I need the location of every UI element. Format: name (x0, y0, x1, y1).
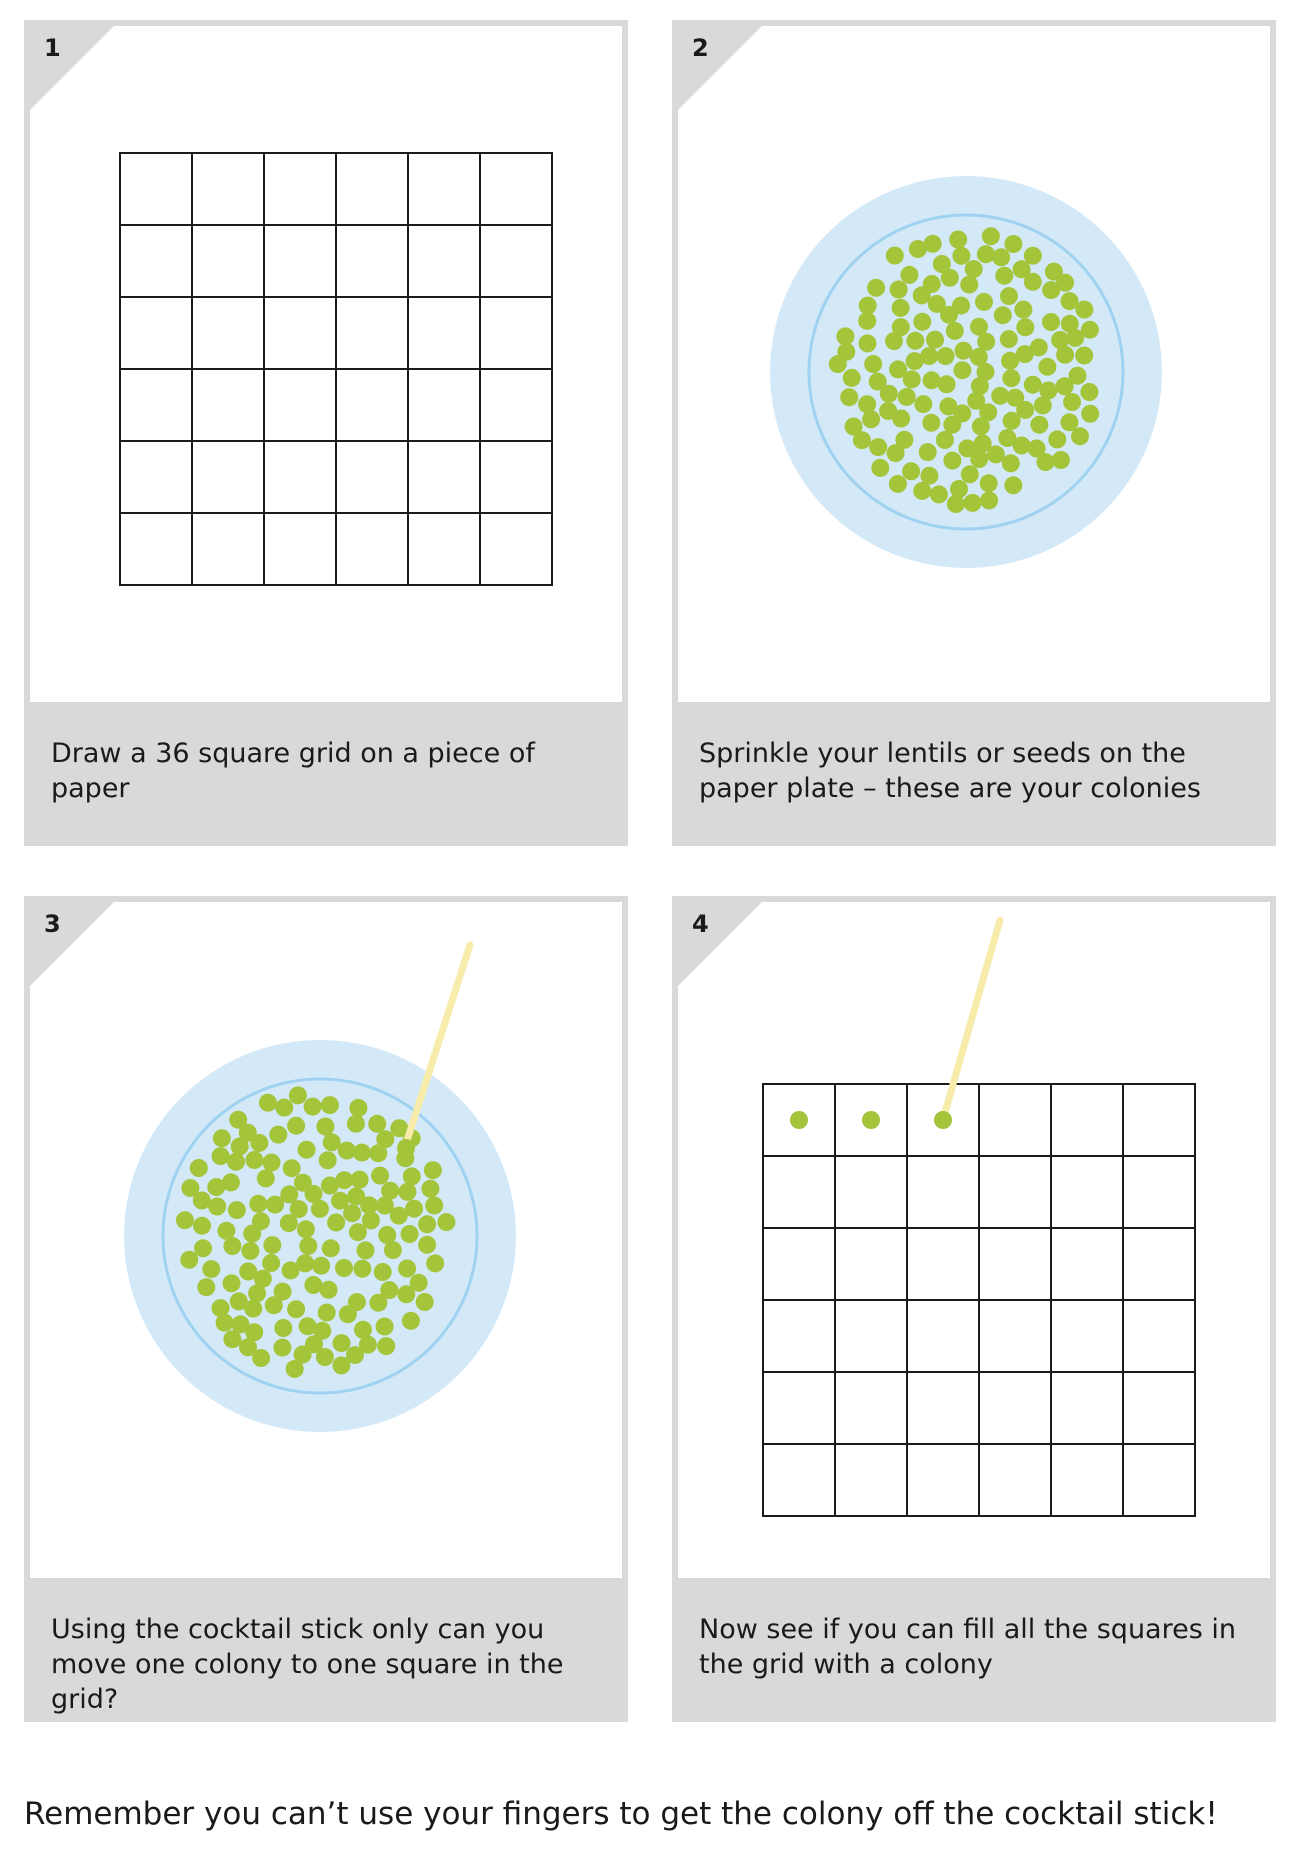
grid-square (979, 1228, 1051, 1300)
lentil-icon (914, 395, 932, 413)
lentil-icon (374, 1263, 392, 1281)
lentil-icon (1071, 427, 1089, 445)
lentil-icon (313, 1322, 331, 1340)
lentil-icon (249, 1195, 267, 1213)
grid-square (979, 1156, 1051, 1228)
grid-square (120, 153, 192, 225)
lentil-icon (376, 1130, 394, 1148)
lentil-icon (299, 1237, 317, 1255)
lentil-icon (879, 402, 897, 420)
grid-square (835, 1156, 907, 1228)
lentil-icon (424, 1161, 442, 1179)
grid-square (192, 441, 264, 513)
lentil-icon (946, 322, 964, 340)
grid-square (120, 225, 192, 297)
lentil-icon (940, 306, 958, 324)
lentil-icon (321, 1096, 339, 1114)
lentil-icon (353, 1260, 371, 1278)
lentil-icon (961, 465, 979, 483)
step-3-panel (24, 896, 628, 1722)
step-caption: Using the cocktail stick only can you move one colony to one square in the grid? (30, 1578, 622, 1716)
lentil-icon (339, 1305, 357, 1323)
lentil-icon (1051, 331, 1069, 349)
lentil-icon (1075, 347, 1093, 365)
lentil-icon (257, 1169, 275, 1187)
lentil-icon (316, 1118, 334, 1136)
lentil-icon (227, 1153, 245, 1171)
step-caption: Sprinkle your lentils or seeds on the paper plate – these are your colonies (678, 702, 1270, 840)
lentil-icon (937, 347, 955, 365)
lentil-icon (418, 1215, 436, 1233)
lentil-icon (971, 377, 989, 395)
lentil-icon (892, 318, 910, 336)
grid-square (1051, 1228, 1123, 1300)
lentil-icon (371, 1167, 389, 1185)
grid-square (835, 1444, 907, 1516)
lentil-icon (1080, 383, 1098, 401)
lentil-icon (376, 1197, 394, 1215)
lentil-icon (351, 1171, 369, 1189)
lentil-icon (368, 1115, 386, 1133)
grid-square (120, 513, 192, 585)
grid-square (1051, 1300, 1123, 1372)
lentil-icon (212, 1147, 230, 1165)
grid-square (480, 297, 552, 369)
grid-square (1123, 1084, 1195, 1156)
lentil-icon (312, 1257, 330, 1275)
lentil-icon (349, 1099, 367, 1117)
lentil-icon (902, 462, 920, 480)
lentil-icon (335, 1171, 353, 1189)
grid-square (979, 1084, 1051, 1156)
grid-square (979, 1444, 1051, 1516)
grid-square (264, 513, 336, 585)
lentil-icon (922, 414, 940, 432)
cocktail-stick-icon (944, 920, 1000, 1116)
grid-square (408, 369, 480, 441)
grid-square (336, 441, 408, 513)
lentil-icon (263, 1236, 281, 1254)
lentil-icon (1042, 281, 1060, 299)
lentil-icon (243, 1225, 261, 1243)
lentil-icon (980, 491, 998, 509)
lentil-icon (208, 1198, 226, 1216)
grid-square (1051, 1444, 1123, 1516)
grid-square (336, 513, 408, 585)
lentil-icon (176, 1211, 194, 1229)
grid-square (120, 441, 192, 513)
lentil-icon (359, 1336, 377, 1354)
lentil-icon (343, 1204, 361, 1222)
lentil-icon (889, 475, 907, 493)
lentil-icon (1037, 453, 1055, 471)
grid-square (480, 153, 552, 225)
lentil-icon (923, 371, 941, 389)
lentil-icon (926, 331, 944, 349)
lentil-icon (980, 474, 998, 492)
lentil-icon (836, 327, 854, 345)
lentil-icon (936, 431, 954, 449)
lentil-icon (402, 1312, 420, 1330)
grid-square (907, 1372, 979, 1444)
lentil-icon (193, 1217, 211, 1235)
lentil-icon (418, 1236, 436, 1254)
lentil-icon (425, 1197, 443, 1215)
lentil-icon (992, 248, 1010, 266)
grid-square (907, 1300, 979, 1372)
lentil-icon (347, 1115, 365, 1133)
lentil-icon (280, 1185, 298, 1203)
step-number: 3 (44, 910, 61, 938)
lentil-icon (254, 1270, 272, 1288)
grid-square (192, 297, 264, 369)
lentil-icon (231, 1137, 249, 1155)
lentil-icon (202, 1260, 220, 1278)
lentil-icon (194, 1239, 212, 1257)
grid-square (979, 1300, 1051, 1372)
lentil-icon (263, 1154, 281, 1172)
lentil-icon (952, 247, 970, 265)
lentil-icon (320, 1281, 338, 1299)
lentil-icon (953, 361, 971, 379)
lentil-icon (1002, 369, 1020, 387)
grid-square (1051, 1156, 1123, 1228)
lentil-icon (398, 1260, 416, 1278)
lentil-icon (1030, 416, 1048, 434)
lentil-icon (401, 1225, 419, 1243)
step-number: 4 (692, 910, 709, 938)
lentil-icon (212, 1299, 230, 1317)
lentil-icon (274, 1319, 292, 1337)
lentil-icon (377, 1337, 395, 1355)
lentil-icon (244, 1300, 262, 1318)
lentil-icon (867, 279, 885, 297)
lentil-icon (335, 1259, 353, 1277)
lentil-icon (1061, 315, 1079, 333)
lentil-icon (903, 370, 921, 388)
lentil-icon (1052, 451, 1070, 469)
lentil-icon (298, 1141, 316, 1159)
lentil-icon (223, 1274, 241, 1292)
lentil-icon (262, 1254, 280, 1272)
grid-square (192, 513, 264, 585)
lentil-icon (398, 1183, 416, 1201)
lentil-icon (1016, 345, 1034, 363)
lentil-icon (384, 1241, 402, 1259)
grid-square (1123, 1372, 1195, 1444)
grid-square (907, 1228, 979, 1300)
lentil-icon (958, 439, 976, 457)
lentil-icon (790, 1111, 808, 1129)
grid-square (120, 297, 192, 369)
lentil-icon (869, 373, 887, 391)
lentil-icon (900, 266, 918, 284)
lentil-icon (906, 332, 924, 350)
lentil-icon (991, 387, 1009, 405)
lentil-icon (416, 1293, 434, 1311)
lentil-icon (1013, 437, 1031, 455)
grid-square (763, 1228, 835, 1300)
grid-square (1123, 1156, 1195, 1228)
grid-square (408, 153, 480, 225)
grid-square (907, 1156, 979, 1228)
grid-square (763, 1372, 835, 1444)
grid-square (480, 441, 552, 513)
step-caption: Now see if you can fill all the squares in the grid with a colony (678, 1578, 1270, 1716)
lentil-icon (269, 1126, 287, 1144)
lentil-icon (862, 1111, 880, 1129)
lentil-icon (228, 1201, 246, 1219)
lentil-icon (964, 494, 982, 512)
lentil-icon (213, 1129, 231, 1147)
grid-square (1051, 1084, 1123, 1156)
grid-square (408, 513, 480, 585)
plate-icon (124, 1040, 516, 1432)
lentil-on-stick (934, 1111, 952, 1129)
lentil-icon (316, 1348, 334, 1366)
lentil-icon (223, 1237, 241, 1255)
grid-square (120, 369, 192, 441)
lentil-icon (1081, 405, 1099, 423)
lentil-icon (1000, 330, 1018, 348)
lentil-icon (843, 369, 861, 387)
lentil-icon (426, 1254, 444, 1272)
grid-square (763, 1444, 835, 1516)
lentil-icon (864, 355, 882, 373)
grid-square (408, 297, 480, 369)
lentil-icon (259, 1094, 277, 1112)
lentil-icon (318, 1304, 336, 1322)
grid-square (336, 369, 408, 441)
lentil-icon (197, 1278, 215, 1296)
lentil-icon (333, 1334, 351, 1352)
lentil-icon (892, 299, 910, 317)
grid-square (264, 297, 336, 369)
step-2-panel (672, 20, 1276, 846)
lentil-icon (397, 1285, 415, 1303)
lentil-icon (845, 418, 863, 436)
lentil-icon (405, 1200, 423, 1218)
lentil-icon (357, 1241, 375, 1259)
lentil-icon (965, 260, 983, 278)
lentil-icon (282, 1261, 300, 1279)
grid-square (1123, 1444, 1195, 1516)
plate-illustration (678, 26, 1270, 708)
lentil-icon (994, 306, 1012, 324)
lentil-icon (919, 443, 937, 461)
lentil-icon (1045, 263, 1063, 281)
lentil-icon (403, 1167, 421, 1185)
grid-square (835, 1300, 907, 1372)
grid-square (835, 1228, 907, 1300)
lentil-icon (1024, 247, 1042, 265)
grid-square (408, 441, 480, 513)
lentil-icon (1039, 382, 1057, 400)
lentil-icon (283, 1159, 301, 1177)
step-number: 1 (44, 34, 61, 62)
lentil-icon (1063, 393, 1081, 411)
lentil-icon (297, 1220, 315, 1238)
lentil-icon (858, 312, 876, 330)
lentil-icon (970, 348, 988, 366)
grid-square (979, 1372, 1051, 1444)
lentil-icon (1000, 287, 1018, 305)
lentil-icon (943, 452, 961, 470)
lentil-icon (837, 343, 855, 361)
lentil-icon (1075, 301, 1093, 319)
lentil-icon (859, 297, 877, 315)
grid-square (192, 369, 264, 441)
lentil-icon (1056, 377, 1074, 395)
lentil-icon (941, 269, 959, 287)
grid-square (1051, 1372, 1123, 1444)
lentil-icon (289, 1086, 307, 1104)
lentil-icon (245, 1151, 263, 1169)
grid-square (336, 153, 408, 225)
lentil-icon (995, 267, 1013, 285)
lentil-icon (421, 1180, 439, 1198)
grid-square (1123, 1300, 1195, 1372)
grid-square (192, 153, 264, 225)
lentil-icon (947, 495, 965, 513)
lentil-icon (353, 1144, 371, 1162)
grid-icon (763, 1084, 1195, 1516)
grid-icon (120, 153, 552, 585)
lentil-icon (949, 231, 967, 249)
grid-square (336, 225, 408, 297)
lentil-icon (920, 347, 938, 365)
grid-square (264, 369, 336, 441)
lentil-icon (1024, 376, 1042, 394)
lentil-icon (1004, 476, 1022, 494)
lentil-icon (265, 1296, 283, 1314)
lentil-icon (1014, 301, 1032, 319)
lentil-icon (305, 1185, 323, 1203)
grid-square (264, 225, 336, 297)
lentil-icon (319, 1151, 337, 1169)
lentil-icon (193, 1192, 211, 1210)
grid-square (835, 1372, 907, 1444)
grid-square (336, 297, 408, 369)
lentil-icon (376, 1318, 394, 1336)
step-number: 2 (692, 34, 709, 62)
lentil-icon (304, 1098, 322, 1116)
lentil-on-stick (397, 1139, 415, 1157)
lentil-icon (287, 1117, 305, 1135)
grid-square (907, 1444, 979, 1516)
grid-square (408, 225, 480, 297)
lentil-icon (930, 485, 948, 503)
lentil-icon (913, 286, 931, 304)
lentil-icon (890, 281, 908, 299)
footer-note: Remember you can’t use your fingers to get the colony off the cocktail stick! (24, 1796, 1218, 1832)
step-1-panel (24, 20, 628, 846)
lentil-icon (913, 482, 931, 500)
lentil-icon (859, 334, 877, 352)
lentil-icon (287, 1300, 305, 1318)
lentil-icon (304, 1276, 322, 1294)
grid-square (1123, 1228, 1195, 1300)
lentil-icon (1004, 235, 1022, 253)
lentil-icon (869, 438, 887, 456)
lentil-icon (250, 1134, 268, 1152)
lentil-icon (982, 227, 1000, 245)
lentil-icon (190, 1159, 208, 1177)
lentil-icon (323, 1133, 341, 1151)
lentil-icon (858, 395, 876, 413)
lentil-icon (898, 388, 916, 406)
lentil-icon (1038, 358, 1056, 376)
grid-square (264, 441, 336, 513)
lentil-icon (1081, 321, 1099, 339)
lentil-icon (886, 247, 904, 265)
filled-grid-illustration (678, 902, 1270, 1584)
lentil-icon (987, 445, 1005, 463)
lentil-icon (322, 1239, 340, 1257)
lentil-icon (871, 459, 889, 477)
step-4-panel (672, 896, 1276, 1722)
lentil-icon (1016, 401, 1034, 419)
grid-illustration (30, 26, 622, 708)
lentil-icon (349, 1223, 367, 1241)
lentil-icon (960, 276, 978, 294)
lentil-icon (347, 1187, 365, 1205)
grid-square (192, 225, 264, 297)
plate-with-stick-illustration (30, 902, 622, 1584)
lentil-icon (1048, 430, 1066, 448)
lentil-icon (327, 1214, 345, 1232)
lentil-icon (862, 410, 880, 428)
grid-square (763, 1156, 835, 1228)
lentil-icon (939, 397, 957, 415)
lentil-icon (229, 1111, 247, 1129)
lentil-icon (380, 1281, 398, 1299)
lentil-icon (950, 480, 968, 498)
lentil-icon (913, 313, 931, 331)
lentil-icon (437, 1213, 455, 1231)
lentil-icon (975, 293, 993, 311)
lentil-icon (180, 1251, 198, 1269)
lentil-icon (840, 388, 858, 406)
grid-square (480, 369, 552, 441)
lentil-icon (207, 1178, 225, 1196)
lentil-icon (241, 1242, 259, 1260)
lentil-icon (275, 1099, 293, 1117)
lentil-icon (294, 1346, 312, 1364)
lentil-icon (909, 240, 927, 258)
grid-square (763, 1300, 835, 1372)
grid-square (480, 225, 552, 297)
lentil-icon (232, 1315, 250, 1333)
lentil-icon (977, 245, 995, 263)
grid-square (480, 513, 552, 585)
lentil-icon (273, 1339, 291, 1357)
lentil-icon (887, 444, 905, 462)
lentil-icon (1042, 313, 1060, 331)
lentil-icon (1016, 318, 1034, 336)
grid-square (264, 153, 336, 225)
step-caption: Draw a 36 square grid on a piece of paper (30, 702, 622, 840)
